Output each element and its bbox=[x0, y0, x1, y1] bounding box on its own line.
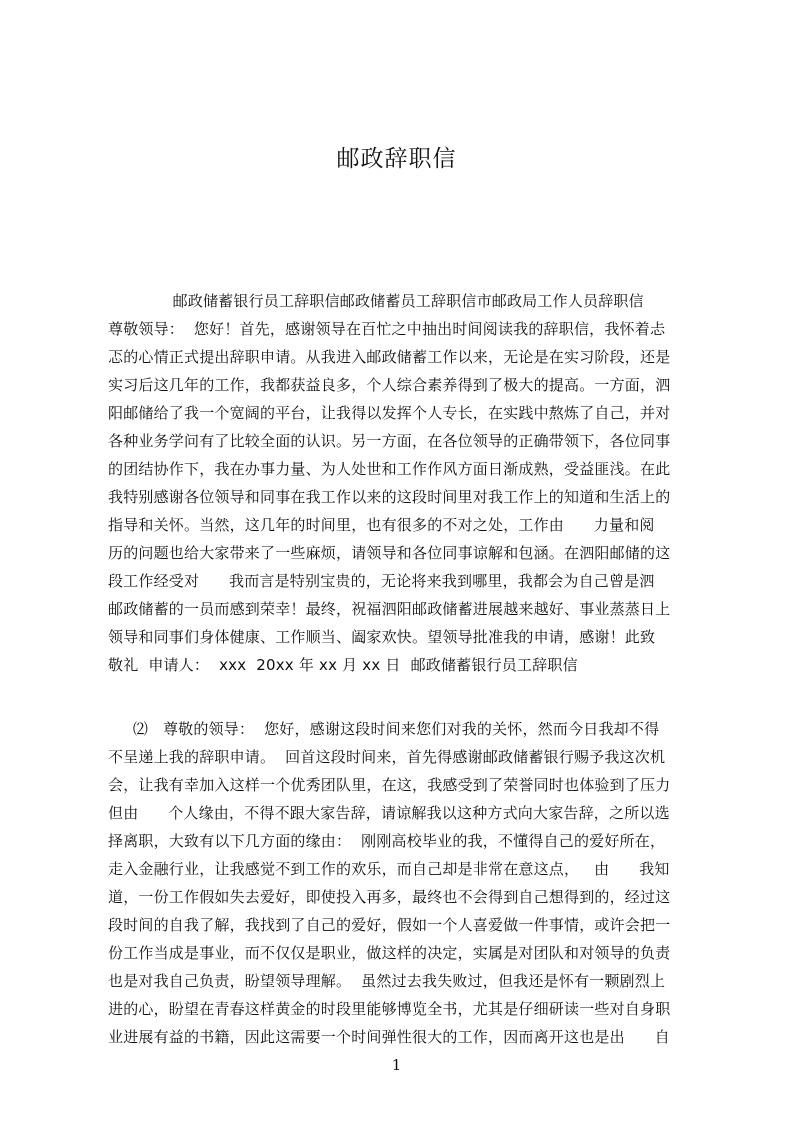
body-line: 忑的心情正式提出辞职申请。从我进入邮政储蓄工作以来，无论是在实习阶段，还是 bbox=[108, 348, 671, 366]
page-title: 邮政辞职信 bbox=[336, 146, 457, 172]
body-line: 道，一份工作假如失去爱好，即使投入再多，最终也不会得到自己想得到的，经过这 bbox=[108, 888, 671, 906]
body-line: 择离职，大致有以下几方面的缘由： 刚刚高校毕业的我，不懂得自己的爱好所在， bbox=[108, 832, 666, 850]
body-line: 敬礼 申请人： xxx 20xx 年 xx 月 xx 日 邮政储蓄银行员工辞职信 bbox=[108, 656, 578, 674]
page-number: 1 bbox=[391, 1056, 402, 1074]
body-line: 业进展有益的书籍，因此这需要一个时间弹性很大的工作，因而离开这也是出 自 bbox=[108, 1028, 670, 1046]
body-line: 也是对我自己负责，盼望领导理解。 虽然过去我失败过，但我还是怀有一颗剧烈上 bbox=[108, 972, 666, 990]
body-line: 段工作经受对 我而言是特别宝贵的，无论将来我到哪里，我都会为自己曾是泗 bbox=[108, 572, 655, 590]
body-line: 实习后这几年的工作，我都获益良多，个人综合素养得到了极大的提高。一方面，泗 bbox=[108, 376, 671, 394]
body-line: 份工作当成是事业，而不仅仅是职业，做这样的决定，实属是对团队和对领导的负责 bbox=[108, 944, 671, 962]
body-line: 邮政储蓄银行员工辞职信邮政储蓄员工辞职信市邮政局工作人员辞职信 bbox=[108, 292, 644, 310]
body-line: 但由 个人缘由，不得不跟大家告辞，请谅解我以这种方式向大家告辞，之所以选 bbox=[108, 804, 670, 822]
body-line: 邮政储蓄的一员而感到荣幸！最终，祝福泗阳邮政储蓄进展越来越好、事业蒸蒸日上 bbox=[108, 600, 671, 618]
body-line: 阳邮储给了我一个宽阔的平台，让我得以发挥个人专长，在实践中熬炼了自己，并对 bbox=[108, 404, 671, 422]
body-line: 走入金融行业，让我感觉不到工作的欢乐，而自己却是非常在意这点， 由 我知 bbox=[108, 860, 670, 878]
body-line: 尊敬领导： 您好！首先，感谢领导在百忙之中抽出时间阅读我的辞职信，我怀着忐 bbox=[108, 320, 666, 338]
body-line: 我特别感谢各位领导和同事在我工作以来的这段时间里对我工作上的知道和生活上的 bbox=[108, 488, 671, 506]
body-line: 领导和同事们身体健康、工作顺当、阖家欢快。望领导批准我的申请，感谢！此致 bbox=[108, 628, 656, 646]
body-line: 的团结协作下，我在办事力量、为人处世和工作作风方面日渐成熟，受益匪浅。在此 bbox=[108, 460, 671, 478]
body-line: 段时间的自我了解，我找到了自己的爱好，假如一个人喜爱做一件事情，或许会把一 bbox=[108, 916, 671, 934]
body-line: 不呈递上我的辞职申请。 回首这段时间来，首先得感谢邮政储蓄银行赐予我这次机 bbox=[108, 748, 666, 766]
body-line: 历的问题也给大家带来了一些麻烦，请领导和各位同事谅解和包涵。在泗阳邮储的这 bbox=[108, 544, 671, 562]
body-line: 各种业务学问有了比较全面的认识。另一方面，在各位领导的正确带领下，各位同事 bbox=[108, 432, 671, 450]
body-line: 指导和关怀。当然，这几年的时间里，也有很多的不对之处，工作由 力量和阅 bbox=[108, 516, 655, 534]
body-line: 进的心，盼望在青春这样黄金的时段里能够博览全书，尤其是仔细研读一些对自身职 bbox=[108, 1000, 671, 1018]
body-line: 会，让我有幸加入这样一个优秀团队里，在这，我感受到了荣誉同时也体验到了压力 bbox=[108, 776, 671, 794]
body-line: ⑵ 尊敬的领导： 您好，感谢这段时间来您们对我的关怀，然而今日我却不得 bbox=[108, 720, 660, 738]
